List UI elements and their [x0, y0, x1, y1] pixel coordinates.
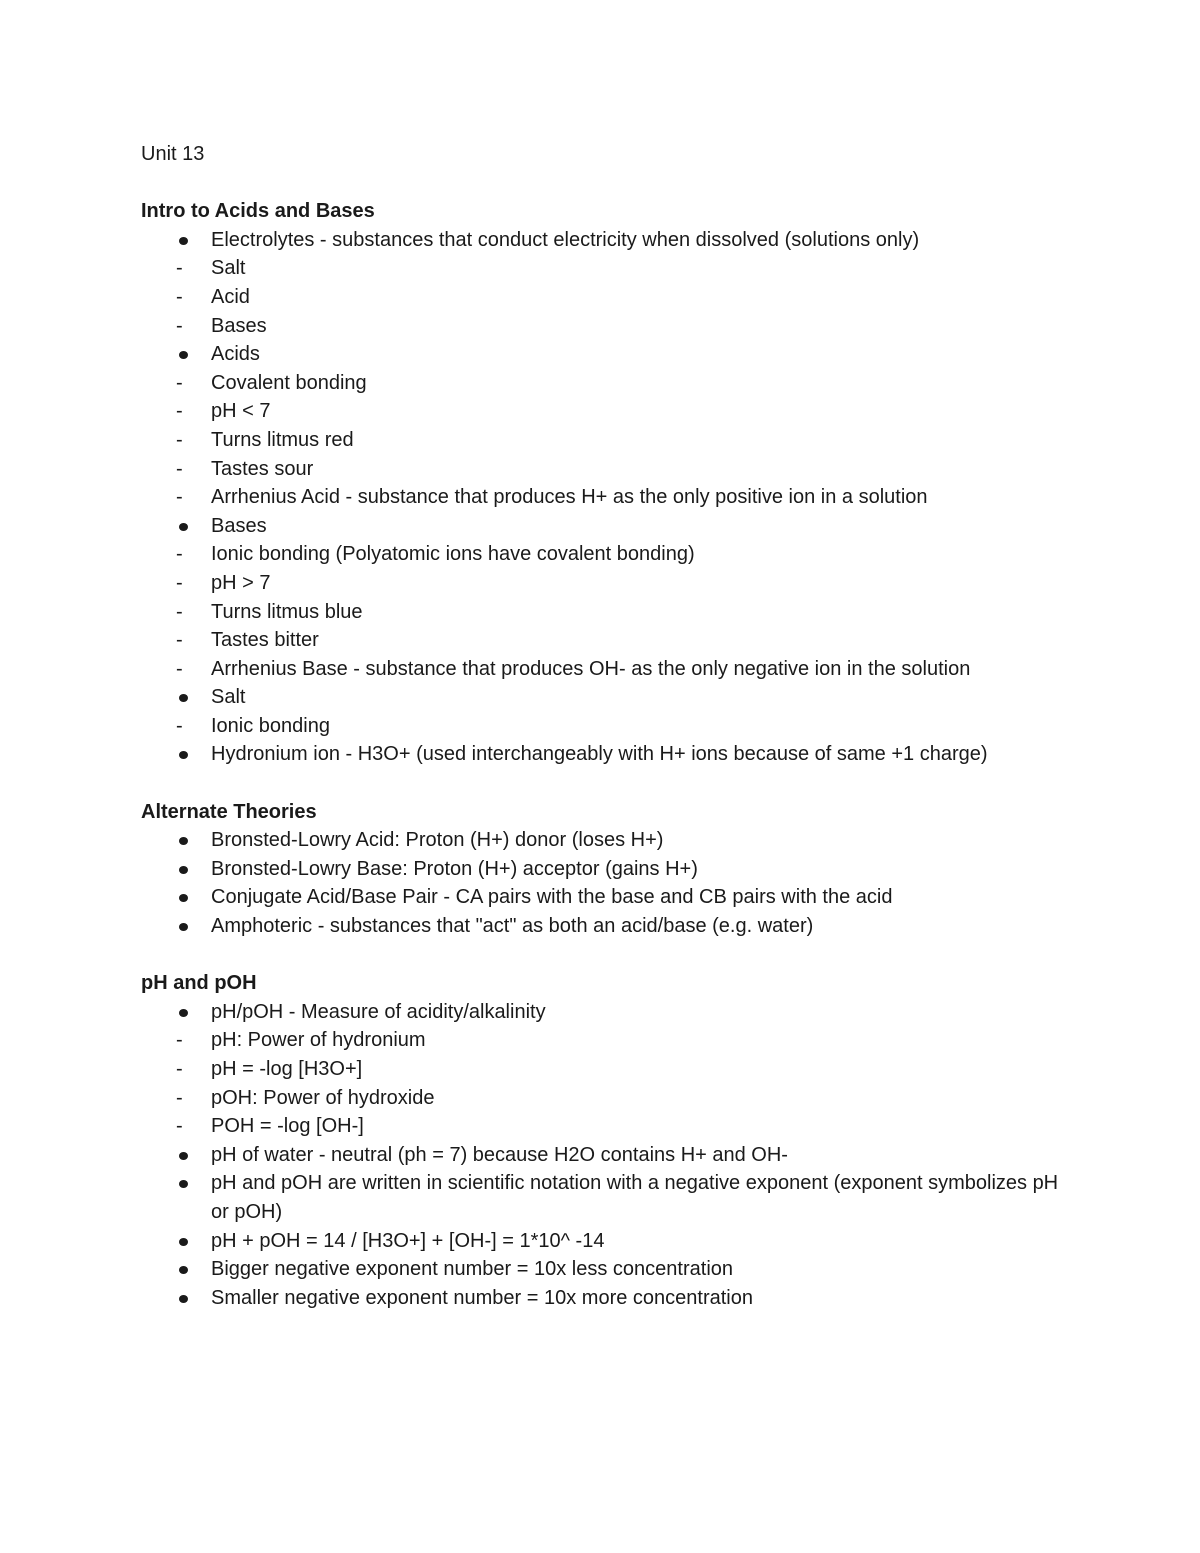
dash-marker-icon [175, 369, 191, 398]
dash-marker-icon [175, 1026, 191, 1055]
dash-item [141, 626, 1061, 655]
bullet-marker-icon [175, 1255, 191, 1284]
section-1 [141, 197, 1061, 769]
dash-marker-icon [175, 1084, 191, 1113]
dash-item [141, 283, 1061, 312]
dash-item [141, 1026, 1061, 1055]
dash-marker-icon [175, 455, 191, 484]
dash-item [141, 1084, 1061, 1113]
item-text: Amphoteric - substances that "act" as both an acid/base (e.g. water) [211, 915, 814, 938]
spacer [141, 941, 1061, 970]
bullet-item [141, 883, 1061, 912]
item-text: Bronsted-Lowry Acid: Proton (H+) donor (loses H+) [211, 829, 664, 852]
item-text: Turns litmus blue [211, 600, 363, 623]
bullet-marker-icon [175, 883, 191, 912]
dash-marker-icon [175, 655, 191, 684]
bullet-marker-icon [175, 226, 191, 255]
document-title: Unit 13 [141, 143, 205, 165]
bullet-marker-icon [175, 340, 191, 369]
bullet-marker-icon [175, 826, 191, 855]
document-body [141, 140, 1061, 1312]
bullet-marker-icon [175, 512, 191, 541]
item-text: pH > 7 [211, 571, 271, 594]
item-text: POH = -log [OH-] [211, 1115, 364, 1138]
spacer [141, 769, 1061, 798]
item-text: Hydronium ion - H3O+ (used interchangeably with H+ ions because of same +1 charge) [211, 743, 988, 766]
dash-marker-icon [175, 569, 191, 598]
bullet-marker-icon [175, 740, 191, 769]
bullet-marker-icon [175, 1284, 191, 1313]
dash-item [141, 426, 1061, 455]
item-text: Electrolytes - substances that conduct electricity when dissolved (solutions only) [211, 228, 920, 251]
bullet-marker-icon [175, 998, 191, 1027]
spacer [141, 169, 1061, 198]
dash-marker-icon [175, 312, 191, 341]
item-text: Acid [211, 285, 250, 308]
dash-marker-icon [175, 598, 191, 627]
dash-item [141, 655, 1061, 684]
item-text: Bases [211, 314, 267, 337]
bullet-item [141, 998, 1061, 1027]
section-heading: Intro to Acids and Bases [141, 200, 375, 223]
item-text: Turns litmus red [211, 428, 354, 451]
dash-item [141, 312, 1061, 341]
item-text: pH < 7 [211, 400, 271, 423]
bullet-marker-icon [175, 683, 191, 712]
bullet-marker-icon [175, 1227, 191, 1256]
dash-marker-icon [175, 540, 191, 569]
item-text: Acids [211, 343, 260, 366]
dash-item [141, 254, 1061, 283]
bullet-item [141, 340, 1061, 369]
dash-marker-icon [175, 254, 191, 283]
dash-item [141, 569, 1061, 598]
dash-item [141, 1055, 1061, 1084]
item-text: Bases [211, 514, 267, 537]
bullet-item [141, 226, 1061, 255]
dash-item [141, 397, 1061, 426]
section-list [141, 826, 1061, 940]
item-text: Salt [211, 257, 246, 280]
item-text: Bronsted-Lowry Base: Proton (H+) acceptor (gains H+) [211, 857, 698, 880]
item-text: Smaller negative exponent number = 10x more concentration [211, 1286, 753, 1309]
section-heading: pH and pOH [141, 972, 257, 995]
bullet-item [141, 1169, 1061, 1226]
item-text: pH: Power of hydronium [211, 1029, 426, 1052]
section-2 [141, 798, 1061, 941]
bullet-item [141, 683, 1061, 712]
item-text: Tastes sour [211, 457, 314, 480]
item-text: pH of water - neutral (ph = 7) because H2O contains H+ and OH- [211, 1143, 788, 1166]
section-list [141, 226, 1061, 769]
dash-item [141, 483, 1061, 512]
bullet-item [141, 855, 1061, 884]
item-text: Arrhenius Base - substance that produces OH- as the only negative ion in the solution [211, 657, 971, 680]
bullet-marker-icon [175, 912, 191, 941]
dash-item [141, 712, 1061, 741]
item-text: pH + pOH = 14 / [H3O+] + [OH-] = 1*10^ -14 [211, 1229, 605, 1252]
item-text: Ionic bonding [211, 714, 330, 737]
section-3 [141, 969, 1061, 1312]
dash-item [141, 369, 1061, 398]
item-text: Salt [211, 686, 246, 709]
bullet-item [141, 1227, 1061, 1256]
dash-marker-icon [175, 1055, 191, 1084]
item-text: Tastes bitter [211, 629, 319, 652]
dash-item [141, 1112, 1061, 1141]
item-text: Covalent bonding [211, 371, 367, 394]
section-heading: Alternate Theories [141, 800, 317, 823]
item-text: pH = -log [H3O+] [211, 1058, 363, 1080]
bullet-item [141, 512, 1061, 541]
bullet-item [141, 740, 1061, 769]
bullet-item [141, 912, 1061, 941]
item-text: Ionic bonding (Polyatomic ions have covalent bonding) [211, 543, 695, 566]
item-text: Bigger negative exponent number = 10x less concentration [211, 1258, 734, 1281]
item-text: pOH: Power of hydroxide [211, 1086, 435, 1109]
sections-container [141, 197, 1061, 1312]
bullet-item [141, 1284, 1061, 1313]
section-list [141, 998, 1061, 1313]
dash-item [141, 598, 1061, 627]
dash-marker-icon [175, 626, 191, 655]
bullet-marker-icon [175, 1169, 191, 1198]
item-text: pH and pOH are written in scientific notation with a negative exponent (exponent symbolizes pH or pOH) [211, 1172, 1059, 1223]
dash-item [141, 540, 1061, 569]
dash-marker-icon [175, 397, 191, 426]
bullet-item [141, 826, 1061, 855]
bullet-item [141, 1255, 1061, 1284]
dash-item [141, 455, 1061, 484]
bullet-item [141, 1141, 1061, 1170]
dash-marker-icon [175, 483, 191, 512]
bullet-marker-icon [175, 855, 191, 884]
item-text: Arrhenius Acid - substance that produces H+ as the only positive ion in a solution [211, 486, 928, 509]
dash-marker-icon [175, 712, 191, 741]
item-text: Conjugate Acid/Base Pair - CA pairs with the base and CB pairs with the acid [211, 886, 893, 909]
dash-marker-icon [175, 1112, 191, 1141]
dash-marker-icon [175, 426, 191, 455]
dash-marker-icon [175, 283, 191, 312]
bullet-marker-icon [175, 1141, 191, 1170]
item-text: pH/pOH - Measure of acidity/alkalinity [211, 1000, 546, 1023]
